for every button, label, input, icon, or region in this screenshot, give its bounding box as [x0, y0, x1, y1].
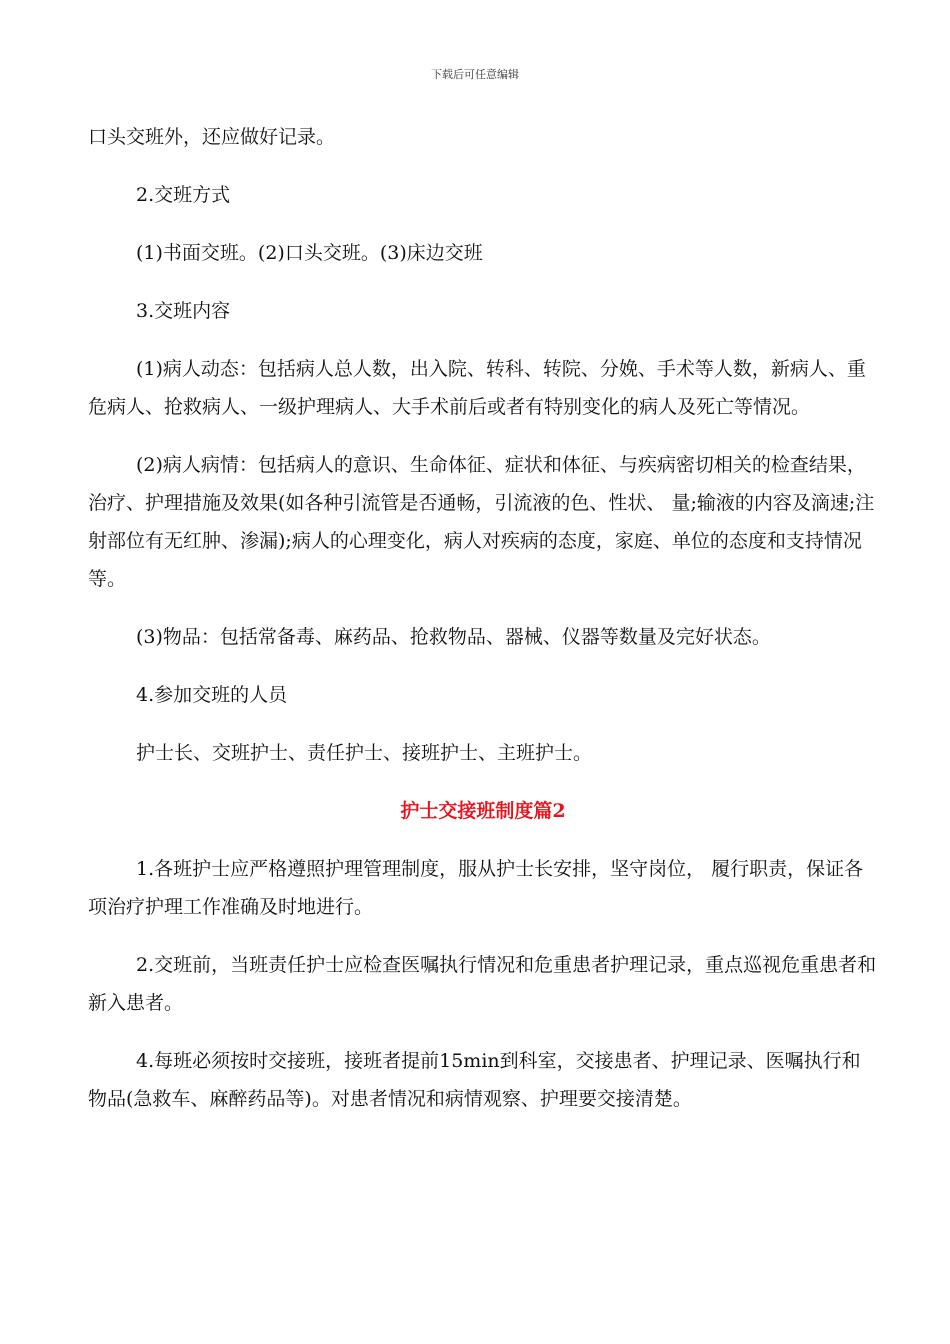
page-header: 下载后可任意编辑	[431, 68, 519, 81]
section-heading: 2.交班方式	[136, 184, 231, 206]
document-body	[88, 118, 878, 1118]
paragraph: (1)病人动态：包括病人总人数，出入院、转科、转院、分娩、手术等人数，新病人、重危病人、抢救病人、一级护理病人、大手术前后或者有特别变化的病人及死亡等情况。	[88, 358, 866, 418]
section-heading: 3.交班内容	[136, 300, 231, 322]
paragraph: (1)书面交班。(2)口头交班。(3)床边交班	[136, 242, 483, 264]
paragraph: 4.每班必须按时交接班，接班者提前15min到科室，交接患者、护理记录、医嘱执行和物品(急救车、麻醉药品等)。对患者情况和病情观察、护理要交接清楚。	[88, 1050, 861, 1110]
section-title: 护士交接班制度篇2	[400, 800, 566, 822]
paragraph: 口头交班外，还应做好记录。	[88, 126, 336, 148]
paragraph: (3)物品：包括常备毒、麻药品、抢救物品、器械、仪器等数量及完好状态。	[136, 626, 771, 648]
section-heading: 4.参加交班的人员	[136, 684, 288, 706]
paragraph: 2.交班前，当班责任护士应检查医嘱执行情况和危重患者护理记录，重点巡视危重患者和新入患者。	[88, 954, 877, 1014]
paragraph: 护士长、交班护士、责任护士、接班护士、主班护士。	[136, 742, 593, 764]
paragraph: 1.各班护士应严格遵照护理管理制度，服从护士长安排，坚守岗位， 履行职责，保证各项治疗护理工作准确及时地进行。	[88, 858, 864, 918]
paragraph: (2)病人病情：包括病人的意识、生命体征、症状和体征、与疾病密切相关的检查结果，治疗、护理措施及效果(如各种引流管是否通畅，引流液的色、性状、 量;输液的内容及滴速;注射部位有无红肿、渗漏);病人的心理变化，病人对疾病的态度，家庭、单位的态度和支持情况等。	[88, 454, 875, 590]
